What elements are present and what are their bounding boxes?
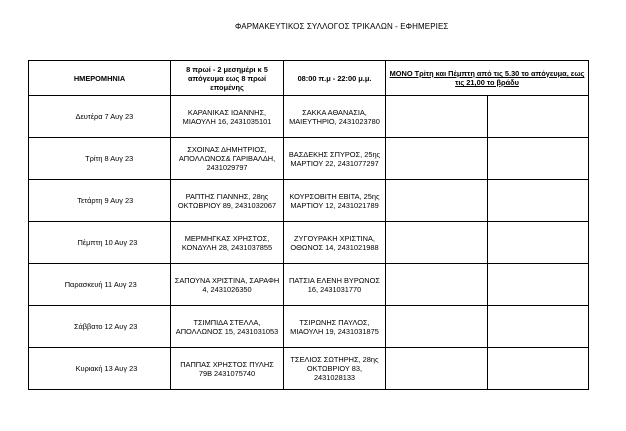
duty-roster-table (28, 60, 589, 390)
table-row (29, 348, 589, 390)
shift2-cell: ΤΣΙΡΩΝΗΣ ΠΑΥΛΟΣ, ΜΙΑΟΥΛΗ 19, 2431031875 (284, 306, 386, 348)
date-cell: 9 Αυγ 23 (104, 180, 171, 222)
header-row (29, 61, 589, 96)
date-cell: 7 Αυγ 23 (104, 96, 171, 138)
table-row (29, 96, 589, 138)
shift2-cell: ΠΑΤΣΙΑ ΕΛΕΝΗ ΒΥΡΩΝΟΣ 16, 2431031770 (284, 264, 386, 306)
empty-cell (488, 264, 589, 306)
shift2-cell: ΤΣΕΛΙΟΣ ΣΩΤΗΡΗΣ, 28ης ΟΚΤΩΒΡΙΟΥ 83, 2431028133 (284, 348, 386, 390)
header-shift2: 08:00 π.μ - 22:00 μ.μ. (284, 61, 386, 96)
day-cell: Πέμπτη (29, 222, 104, 264)
shift2-cell: ΒΑΣΔΕΚΗΣ ΣΠΥΡΟΣ, 25ης ΜΑΡΤΙΟΥ 22, 2431077297 (284, 138, 386, 180)
tuesday-thursday-cell (386, 96, 488, 138)
day-cell: Δευτέρα (29, 96, 104, 138)
day-cell: Κυριακή (29, 348, 104, 390)
date-cell: 11 Αυγ 23 (104, 264, 171, 306)
empty-cell (488, 306, 589, 348)
table-row (29, 138, 589, 180)
shift1-cell: ΤΣΙΜΠΙΔΑ ΣΤΕΛΛΑ, ΑΠΟΛΛΩΝΟΣ 15, 2431031053 (171, 306, 284, 348)
header-mono-text: ΜΟΝΟ Τρίτη και Πέμπτη από τις 5.30 το απόγευμα, εως τις 21,00 το βράδυ (389, 69, 585, 87)
table-row (29, 264, 589, 306)
tuesday-thursday-cell (386, 264, 488, 306)
table-row (29, 222, 589, 264)
empty-cell (488, 96, 589, 138)
shift1-cell: ΣΑΠΟΥΝΑ ΧΡΙΣΤΙΝΑ, ΣΑΡΑΦΗ 4, 2431026350 (171, 264, 284, 306)
shift1-cell: ΡΑΠΤΗΣ ΓΙΑΝΝΗΣ, 28ης ΟΚΤΩΒΡΙΟΥ 89, 2431032067 (171, 180, 284, 222)
tuesday-thursday-cell (386, 138, 488, 180)
day-cell: Τετάρτη (29, 180, 104, 222)
date-cell: 8 Αυγ 23 (104, 138, 171, 180)
document-title: ΦΑΡΜΑΚΕΥΤΙΚΟΣ ΣΥΛΛΟΓΟΣ ΤΡΙΚΑΛΩΝ - ΕΦΗΜΕΡΙΕΣ (235, 22, 449, 31)
tuesday-thursday-cell (386, 180, 488, 222)
empty-cell (488, 348, 589, 390)
shift2-cell: ΖΥΓΟΥΡΑΚΗ ΧΡΙΣΤΙΝΑ, ΟΘΩΝΟΣ 14, 2431021988 (284, 222, 386, 264)
header-shift1: 8 πρωί - 2 μεσημέρι κ 5 απόγευμα εως 8 πρωί επομένης (171, 61, 284, 96)
shift1-cell: ΠΑΠΠΑΣ ΧΡΗΣΤΟΣ ΠΥΛΗΣ 79Β 2431075740 (171, 348, 284, 390)
shift2-cell: ΚΟΥΡΣΟΒΙΤΗ ΕΒΙΤΑ, 25ης ΜΑΡΤΙΟΥ 12, 2431021789 (284, 180, 386, 222)
table-body (29, 96, 589, 390)
tuesday-thursday-cell (386, 306, 488, 348)
tuesday-thursday-cell (386, 222, 488, 264)
date-cell: 13 Αυγ 23 (104, 348, 171, 390)
empty-cell (488, 222, 589, 264)
day-cell: Παρασκευή (29, 264, 104, 306)
shift1-cell: ΜΕΡΜΗΓΚΑΣ ΧΡΗΣΤΟΣ, ΚΟΝΔΥΛΗ 28, 2431037855 (171, 222, 284, 264)
header-mono (386, 61, 589, 96)
shift1-cell: ΣΧΟΙΝΑΣ ΔΗΜΗΤΡΙΟΣ, ΑΠΟΛΛΩΝΟΣ& ΓΑΡΙΒΑΛΔΗ, 2431029797 (171, 138, 284, 180)
empty-cell (488, 138, 589, 180)
shift1-cell: ΚΑΡΑΝΙΚΑΣ ΙΩΑΝΝΗΣ, ΜΙΑΟΥΛΗ 16, 2431035101 (171, 96, 284, 138)
header-date: ΗΜΕΡΟΜΗΝΙΑ (29, 61, 171, 96)
shift2-cell: ΣΑΚΚΑ ΑΘΑΝΑΣΙΑ, ΜΑΙΕΥΤΗΡΙΟ, 2431023780 (284, 96, 386, 138)
table-row (29, 180, 589, 222)
day-cell: Σάββατο (29, 306, 104, 348)
table-row (29, 306, 589, 348)
date-cell: 10 Αυγ 23 (104, 222, 171, 264)
day-cell: Τρίτη (29, 138, 104, 180)
empty-cell (488, 180, 589, 222)
tuesday-thursday-cell (386, 348, 488, 390)
date-cell: 12 Αυγ 23 (104, 306, 171, 348)
